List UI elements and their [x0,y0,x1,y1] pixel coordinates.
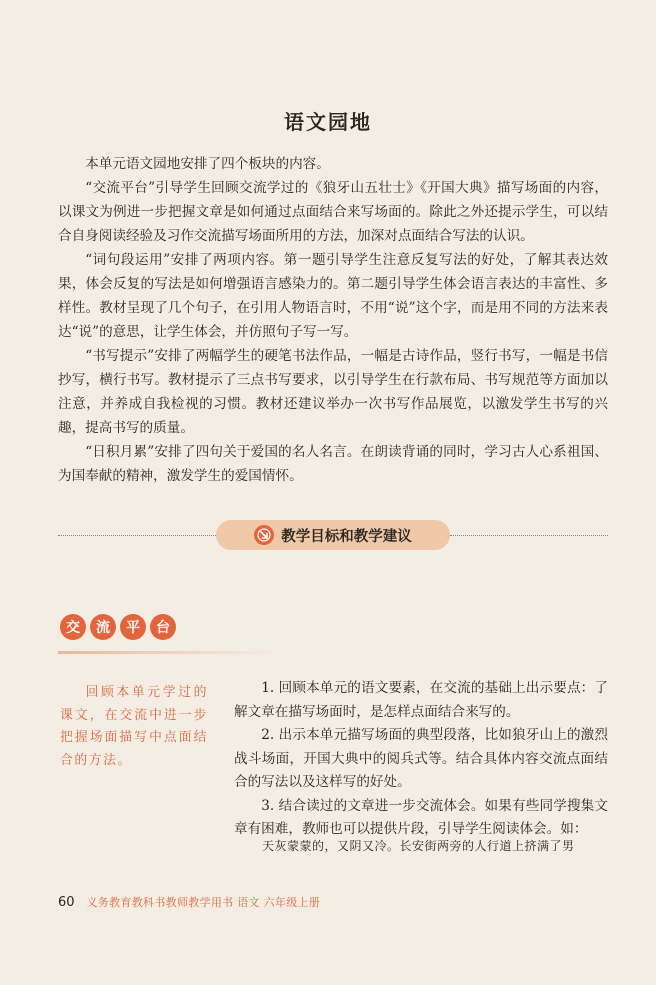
quote-excerpt: 天灰蒙蒙的，又阴又冷。长安街两旁的人行道上挤满了男 [262,839,575,853]
intro-paragraph: “词句段运用”安排了两项内容。第一题引导学生注意反复写法的好处，了解其表达效果，体会反复的写法是如何增强语言感染力的。第二题引导学生体会语言表达的丰富性、多样性。教材呈现了几个句子，在引用人物语言时，不用“说”这个字，而是用不同的方法来表达“说”的意思，让学生体会，并仿照句子写一写。 [58,252,608,340]
page-footer [58,894,320,910]
intro-section [58,152,608,488]
arrow-down-right-icon [254,525,274,545]
teaching-steps [234,677,608,842]
dotted-divider-right [450,535,608,536]
side-note [60,682,208,772]
heading-char: 平 [120,614,146,640]
intro-paragraph: “日积月累”安排了四句关于爱国的名人名言。在朗读背诵的同时，学习古人心系祖国、为国奉献的精神，激发学生的爱国情怀。 [58,444,608,484]
intro-paragraph: “书写提示”安排了两幅学生的硬笔书法作品，一幅是古诗作品，竖行书写，一幅是书信抄写，横行书写。教材提示了三点书写要求，以引导学生在行款布局、书写规范等方面加以注意，并养成自我检视的习惯。教材还建议举办一次书写作品展览，以激发学生书写的兴趣，提高书写的质量。 [58,348,608,436]
list-item: 1. 回顾本单元的语文要素，在交流的基础上出示要点：了解文章在描写场面时，是怎样点面结合来写的。 [234,680,608,720]
banner-pill [216,520,450,550]
dotted-divider-left [58,535,216,536]
list-item: 2. 出示本单元描写场面的典型段落，比如狼牙山上的激烈战斗场面，开国大典中的阅兵式等。结合具体内容交流点面结合的写法以及这样写的好处。 [234,727,608,790]
heading-char: 流 [90,614,116,640]
section-heading [60,614,176,640]
page-title: 语文园地 [284,110,372,134]
heading-char: 台 [150,614,176,640]
list-item: 3. 结合读过的文章进一步交流体会。如果有些同学搜集文章有困难，教师也可以提供片段，引导学生阅读体会。如： [234,797,608,837]
banner-label: 教学目标和教学建议 [281,528,412,545]
heading-underline [58,651,278,654]
intro-paragraph: 本单元语文园地安排了四个板块的内容。 [85,156,330,172]
intro-paragraph: “交流平台”引导学生回顾交流学过的《狼牙山五壮士》《开国大典》描写场面的内容，以课文为例进一步把握文章是如何通过点面结合来写场面的。除此之外还提示学生，可以结合自身阅读经验及习作交流描写场面所用的方法，加深对点面结合写法的认识。 [58,180,608,244]
side-note-text: 回顾本单元学过的课文，在交流中进一步把握场面描写中点面结合的方法。 [60,685,208,768]
book-title: 义务教育教科书教师教学用书 语文 六年级上册 [86,896,321,909]
heading-char: 交 [60,614,86,640]
section-banner [58,520,608,550]
page-number: 60 [58,895,75,910]
